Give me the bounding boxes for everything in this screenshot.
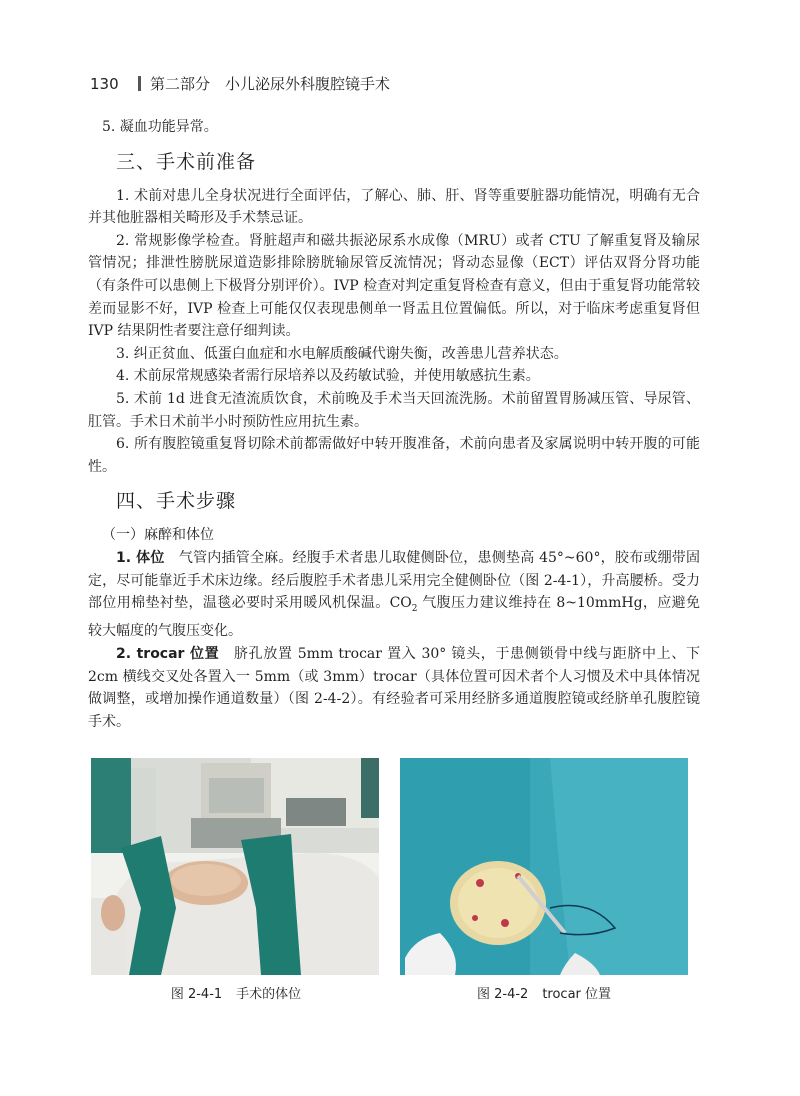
section-title: 第二部分 小儿泌尿外科腹腔镜手术	[150, 75, 391, 93]
caption-figure-1	[86, 983, 386, 1002]
text-position-a: 气管内插管全麻。经腹手术者患儿取健侧卧位，患侧垫高 45°~60°，胶布或绷带固定，尽可能靠近手术床边缘。经后腹腔手术者患儿采用完全健侧卧位（图 2-4-1），升高腰桥。受力部位用棉垫衬垫，温毯必要时采用暖风机保温。CO	[88, 549, 701, 612]
paragraph-preop-3: 3. 纠正贫血、低蛋白血症和水电解质酸碱代谢失衡，改善患儿营养状态。	[116, 345, 568, 362]
lead-trocar: 2. trocar 位置	[116, 646, 220, 663]
paragraph-preop-5: 5. 术前 1d 进食无渣流质饮食，术前晚及手术当天回流洗肠。术前留置胃肠减压管、导尿管、肛管。手术日术前半小时预防性应用抗生素。	[88, 390, 700, 430]
paragraph-preop-2: 2. 常规影像学检查。肾脏超声和磁共振泌尿系水成像（MRU）或者 CTU 了解重复肾及输尿管情况；排泄性膀胱尿道造影排除膀胱输尿管反流情况；肾动态显像（ECT）评估双肾分肾功能（有条件可以患侧上下极肾分别评价）。IVP 检查对判定重复肾检查有意义，但由于重复肾功能常较差而显影不好，IVP 检查上可能仅仅表现患侧单一肾盂且位置偏低。所以，对于临床考虑重复肾但 IVP 结果阴性者要注意仔细判读。	[88, 232, 700, 340]
subheading-anesthesia: （一）麻醉和体位	[102, 527, 214, 544]
paragraph-trocar	[88, 643, 700, 733]
paragraph-item5: 5. 凝血功能异常。	[102, 119, 218, 135]
co2-subscript: 2	[411, 603, 418, 614]
page-number: 130	[90, 75, 119, 93]
running-header	[90, 72, 390, 96]
body-text	[88, 116, 700, 733]
paragraph-preop-1: 1. 术前对患儿全身状况进行全面评估，了解心、肺、肝、肾等重要脏器功能情况，明确有无合并其他脏器相关畸形及手术禁忌证。	[88, 187, 700, 227]
header-separator	[138, 76, 141, 91]
paragraph-preop-4: 4. 术前尿常规感染者需行尿培养以及药敏试验，并使用敏感抗生素。	[116, 368, 540, 385]
lead-position: 1. 体位	[116, 549, 165, 566]
figure-trocar-position-photo	[400, 758, 688, 975]
text-position-b: 气腹压力建议维持在 8~10mmHg，应避免较大幅度的气腹压变化。	[88, 595, 700, 640]
caption-figure-2	[394, 983, 694, 1002]
heading-preop: 三、手术前准备	[116, 150, 257, 173]
paragraph-preop-6: 6. 所有腹腔镜重复肾切除术前都需做好中转开腹准备，术前向患者及家属说明中转开腹的可能性。	[88, 436, 700, 475]
figure-2-number: 图 2-4-2	[476, 987, 529, 1002]
text-trocar: 脐孔放置 5mm trocar 置入 30° 镜头，于患侧锁骨中线与距脐中上、下 2cm 横线交叉处各置入一 5mm（或 3mm）trocar（具体位置可因术者个人习惯及术中具体情况做调整，或增加操作通道数量）（图 2-4-2）。有经验者可采用经脐多通道腹腔镜或经脐单孔腹腔镜手术。	[88, 646, 700, 730]
paragraph-position	[88, 547, 700, 643]
figure-1-title: 手术的体位	[236, 987, 302, 1002]
figure-2-title: trocar 位置	[542, 987, 612, 1002]
figure-1-number: 图 2-4-1	[170, 987, 223, 1002]
figure-patient-position-photo	[91, 758, 379, 975]
heading-steps: 四、手术步骤	[116, 490, 237, 513]
